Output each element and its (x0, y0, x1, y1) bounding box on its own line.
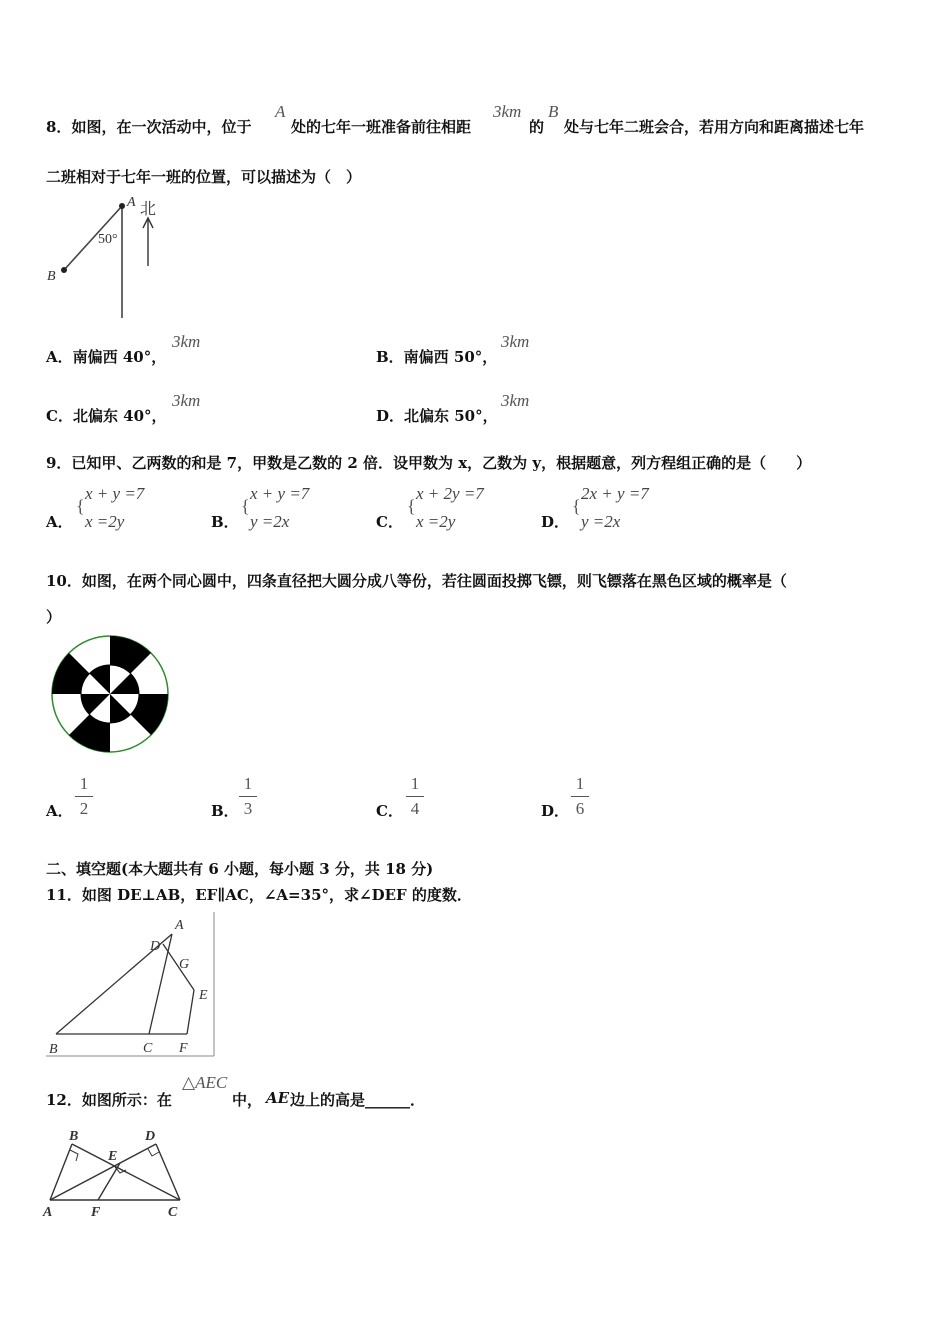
q8-fig-label-a: A (127, 195, 136, 210)
q9-option-c-eq1: x + 2y =7 (416, 484, 484, 503)
q12-label-a: A (43, 1205, 53, 1220)
q9-option-c: C． (376, 513, 403, 531)
q9-option-b-eq2: y =2x (250, 512, 290, 531)
q12-ae: AE (266, 1089, 290, 1107)
q8-option-b-dist: 3km (501, 332, 530, 351)
q8-text-4: 处与七年二班会合，若用方向和距离描述七年 (564, 118, 865, 136)
q8-text-2: 处的七年一班准备前往相距 (291, 118, 472, 136)
q12-text-3: 边上的高是______． (290, 1091, 426, 1109)
q8-option-c: C．北偏东 40°， (46, 407, 167, 425)
q10-option-d-num: 1 (575, 774, 585, 793)
q12-text-2: 中， (232, 1091, 263, 1109)
q9-text: 9．已知甲、乙两数的和是 7，甲数是乙数的 2 倍．设甲数为 x，乙数为 y，根据题意，列方程组正确的是（ ） (46, 454, 812, 472)
q8-dot-a (119, 203, 125, 209)
q11-label-b: B (49, 1042, 58, 1057)
q9-option-d-eq1: 2x + y =7 (581, 484, 649, 503)
q12-segment-dc (156, 1144, 180, 1200)
q10-option-c-num: 1 (410, 774, 420, 793)
q11-label-g: G (179, 957, 190, 972)
q12-segment-bc (72, 1144, 180, 1200)
q12-label-c: C (168, 1205, 178, 1220)
q11-label-d: D (150, 939, 161, 954)
q12-label-e: E (108, 1149, 118, 1164)
q8-option-a: A．南偏西 40°， (46, 348, 167, 366)
q9-option-a-eq1: x + y =7 (85, 484, 145, 503)
q9-option-a-brace: { (76, 496, 85, 516)
q10-option-a-bar (75, 796, 93, 797)
q12-triangle: △AEC (182, 1073, 228, 1092)
q10-option-d: D． (541, 802, 570, 820)
q8-option-a-dist: 3km (172, 332, 201, 351)
q12-figure (42, 1126, 192, 1222)
q10-option-c-fraction (406, 774, 424, 819)
q8-figure (40, 190, 170, 330)
q12-text-1: 12．如图所示：在 (46, 1091, 172, 1109)
q8-point-a: A (275, 102, 286, 121)
q10-option-a: A． (46, 802, 73, 820)
q8-text-1: 如图，在一次活动中，位于 (71, 118, 252, 136)
q10-line2: ） (46, 608, 62, 626)
q12-label-b: B (69, 1129, 79, 1144)
q9-option-d-eq2: y =2x (581, 512, 621, 531)
q11-label-a: A (175, 918, 184, 933)
q8-fig-angle: 50° (98, 232, 118, 247)
q8-fig-north: 北 (140, 199, 157, 218)
q8-text-3: 的 (529, 118, 545, 136)
q9-option-b: B． (211, 513, 239, 531)
q12-label-f: F (91, 1205, 101, 1220)
q10-option-b-den: 3 (243, 799, 253, 818)
q12-right-angle-d (148, 1149, 159, 1156)
q10-option-b-num: 1 (243, 774, 253, 793)
q8-fig-label-b: B (47, 269, 56, 284)
q9-option-d-brace: { (572, 496, 581, 516)
q8-distance: 3km (493, 102, 522, 121)
q10-option-b-bar (239, 796, 257, 797)
q9-option-d: D． (541, 513, 570, 531)
q10-option-c: C． (376, 802, 403, 820)
q10-option-d-bar (571, 796, 589, 797)
q8-option-d: D．北偏东 50°， (376, 407, 498, 425)
section-2-heading: 二、填空题(本大题共有 6 小题，每小题 3 分，共 18 分) (46, 860, 434, 878)
q8-line1 (46, 116, 251, 137)
q11-label-e: E (199, 988, 208, 1003)
q8-number: 8． (46, 118, 72, 136)
q9-option-c-eq2: x =2y (416, 512, 456, 531)
q10-option-c-bar (406, 796, 424, 797)
q9-option-c-brace: { (407, 496, 416, 516)
q11-segment-ef (187, 990, 194, 1034)
q11-figure (44, 910, 220, 1060)
q10-line1: 10．如图，在两个同心圆中，四条直径把大圆分成八等份，若往圆面投掷飞镖，则飞镖落在黑色区域的概率是（ (46, 572, 787, 590)
q10-option-a-den: 2 (79, 799, 89, 818)
q12-label-d: D (145, 1129, 156, 1144)
q10-option-a-num: 1 (79, 774, 89, 793)
q8-option-c-dist: 3km (172, 391, 201, 410)
q10-option-b: B． (211, 802, 239, 820)
q8-point-b: B (548, 102, 559, 121)
q8-dot-b (61, 267, 67, 273)
q10-option-c-den: 4 (410, 799, 420, 818)
q10-option-d-den: 6 (575, 799, 585, 818)
q11-label-c: C (143, 1041, 153, 1056)
q10-option-b-fraction (239, 774, 257, 819)
q9-option-a: A． (46, 513, 73, 531)
q10-option-a-fraction (75, 774, 93, 819)
q9-option-b-eq1: x + y =7 (250, 484, 310, 503)
q11-text: 11．如图 DE⊥AB，EF∥AC，∠A=35°，求∠DEF 的度数． (46, 886, 472, 904)
q10-figure (48, 632, 172, 756)
q11-label-f: F (179, 1041, 188, 1056)
q8-line2: 二班相对于七年一班的位置，可以描述为（ ） (46, 168, 362, 186)
q9-option-b-brace: { (241, 496, 250, 516)
q12-right-angle-b (70, 1150, 78, 1161)
q8-option-d-dist: 3km (501, 391, 530, 410)
q9-option-a-eq2: x =2y (85, 512, 125, 531)
q12-segment-ab (50, 1144, 72, 1200)
q10-option-d-fraction (571, 774, 589, 819)
q8-option-b: B．南偏西 50°， (376, 348, 498, 366)
